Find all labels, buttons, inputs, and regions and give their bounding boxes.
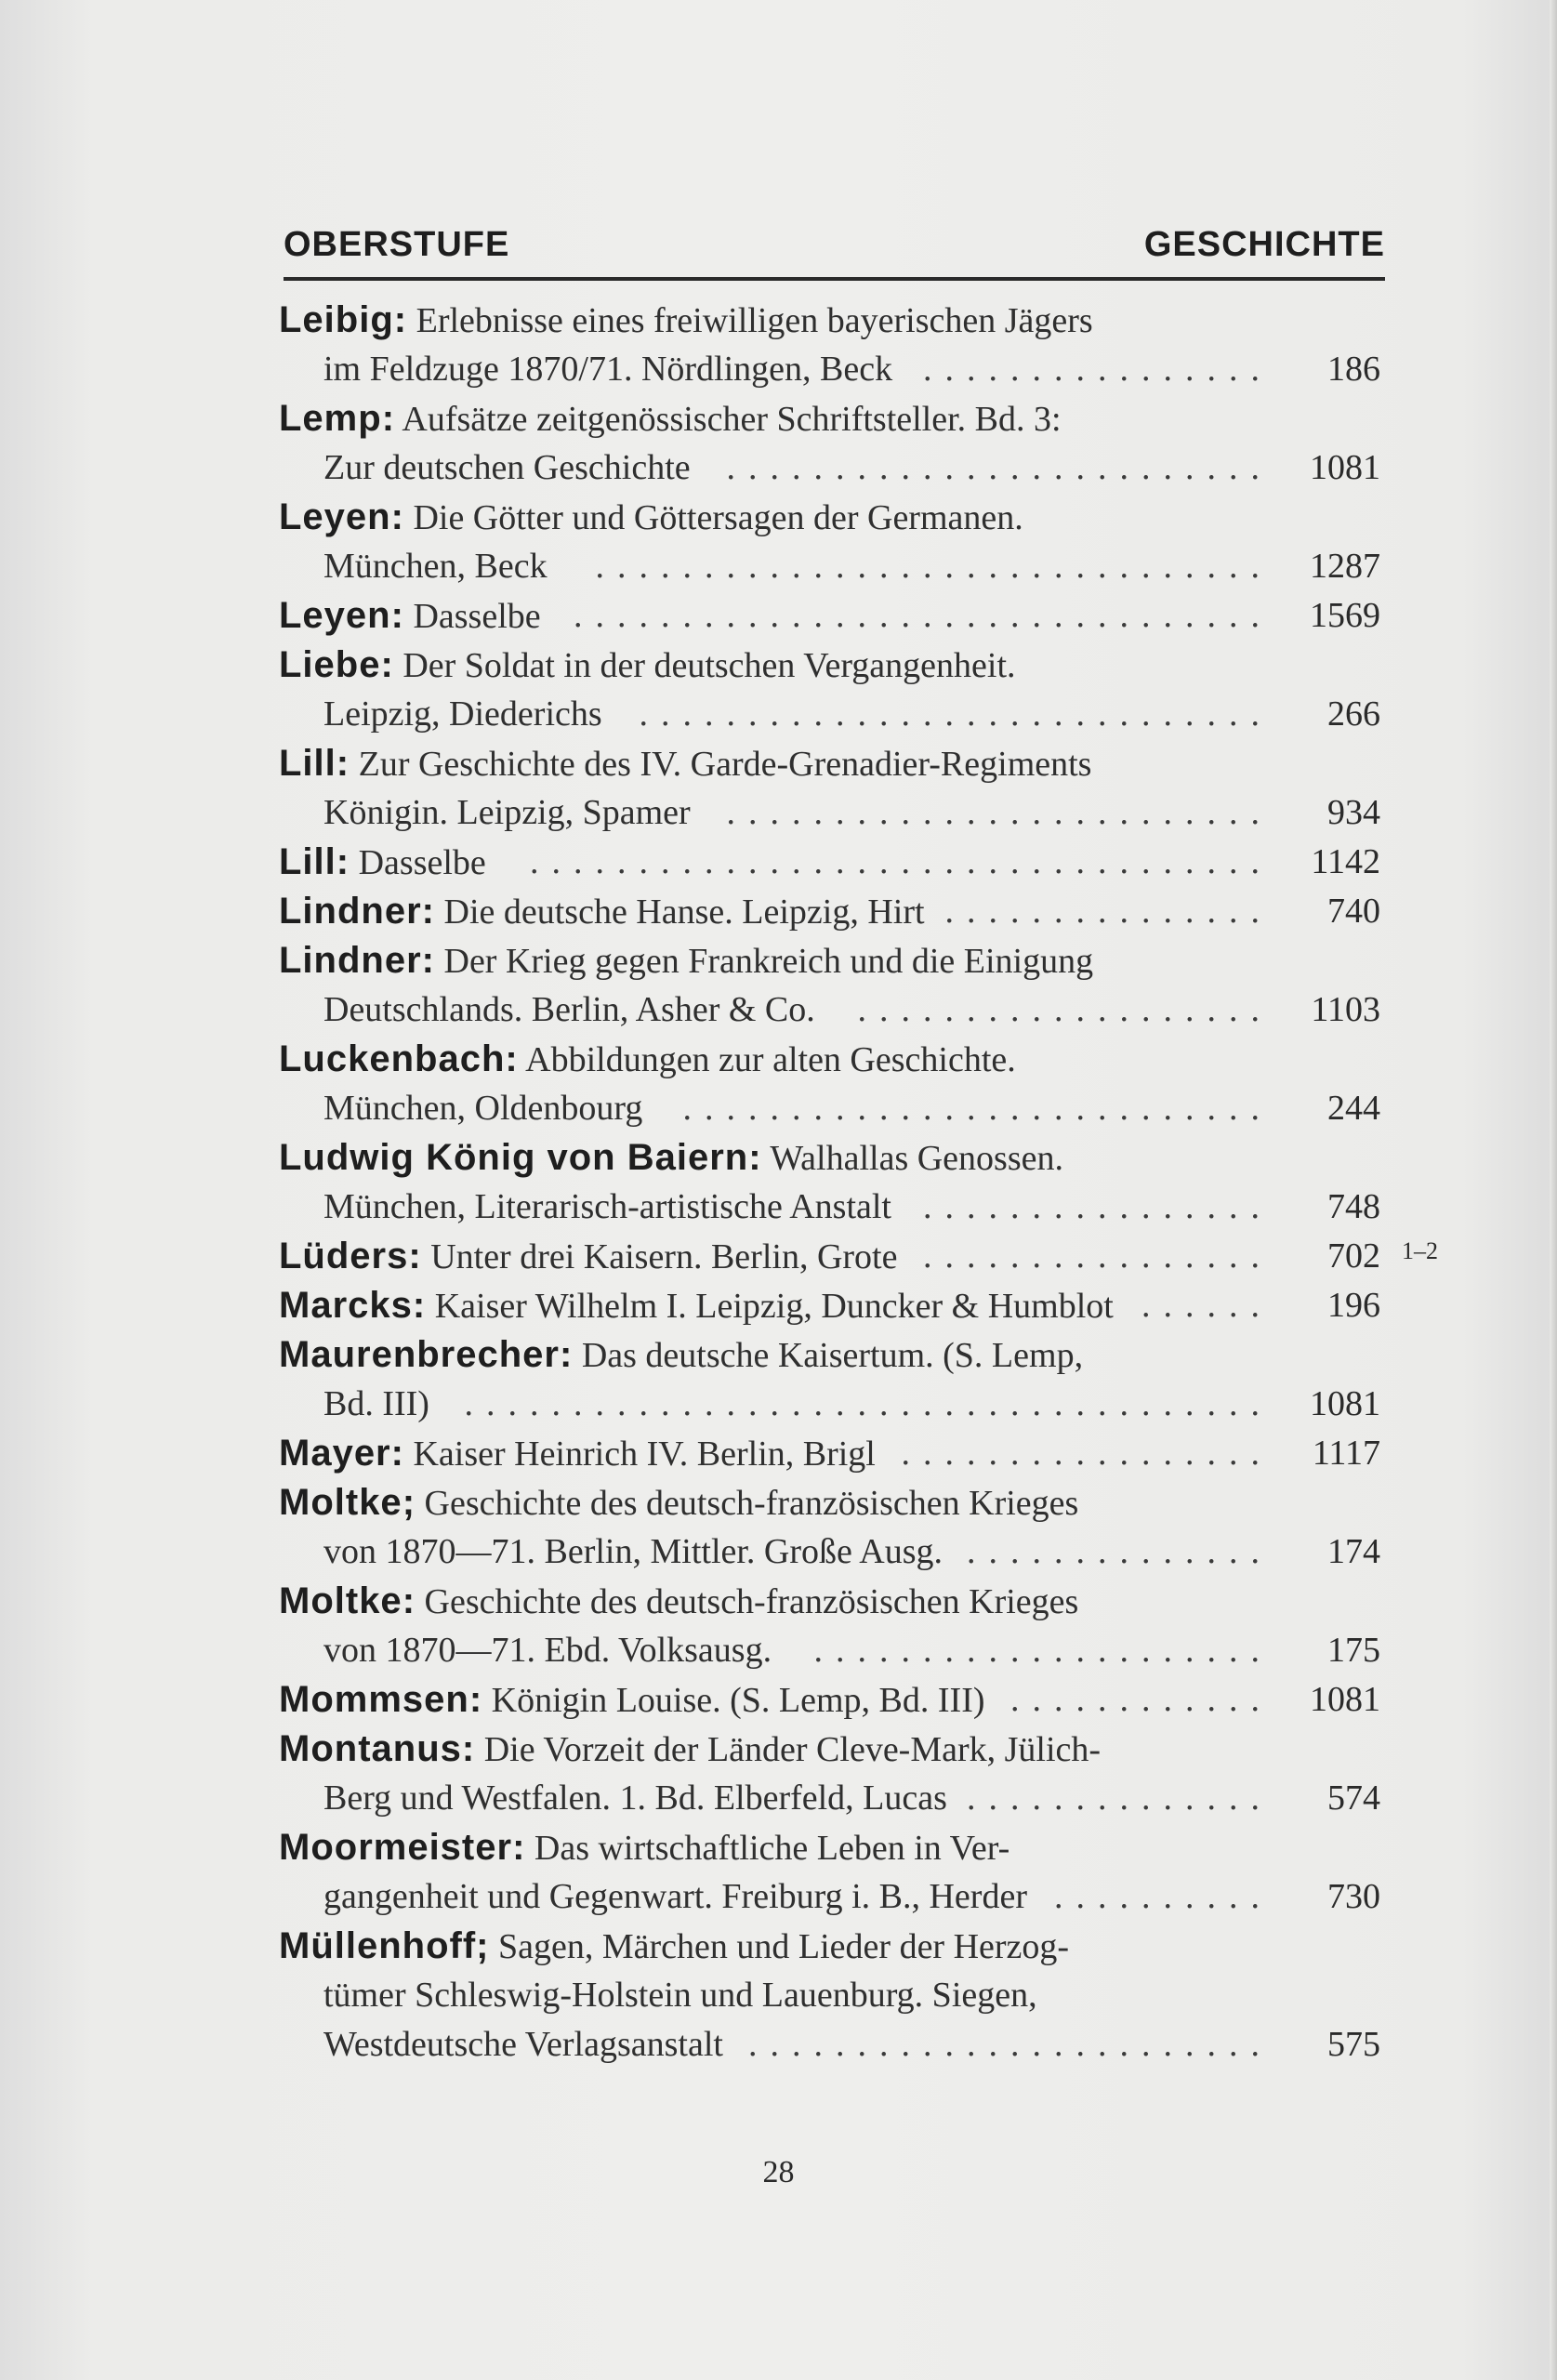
entry-leader: [858, 985, 1381, 1035]
entry-leader: [923, 345, 1380, 394]
running-header: [284, 221, 1385, 281]
leader-dots: ...................: [857, 990, 1273, 1029]
bibliography-entry: [279, 838, 1380, 887]
entry-separator: :: [412, 1285, 427, 1326]
entry-first-line: [279, 1133, 1380, 1183]
entry-text: Erlebnisse eines freiwilligen bayerischen Jägers: [407, 301, 1093, 340]
entry-text: München, Beck: [323, 547, 548, 586]
entry-first-line: [279, 1281, 1380, 1330]
entry-text: Leipzig, Diederichs: [323, 694, 602, 734]
entry-leader: [683, 1084, 1381, 1133]
entry-text: Die Götter und Göttersagen der Germanen.: [403, 498, 1023, 537]
entry-leader: [465, 1380, 1381, 1429]
bibliography-entry: [279, 641, 1380, 739]
bibliography-entry: [279, 1725, 1380, 1823]
entry-catalog-number: 740: [1327, 892, 1380, 931]
entry-leader: [923, 1232, 1438, 1281]
leader-dots: ................................: [574, 596, 1273, 635]
entry-separator: :: [748, 1137, 762, 1178]
entry-text: Westdeutsche Verlagsanstalt: [323, 2025, 723, 2064]
leader-dots: ................: [923, 350, 1273, 389]
entry-catalog-number: 186: [1327, 350, 1380, 389]
entry-catalog-number: 730: [1327, 1877, 1380, 1916]
entry-separator: :: [402, 1580, 416, 1621]
entry-leader: [902, 1429, 1381, 1478]
entry-leader: [640, 690, 1381, 739]
leader-dots: ................: [923, 1187, 1273, 1226]
entry-text: Kaiser Wilhelm I. Leipzig, Duncker & Humblot: [426, 1287, 1114, 1326]
entry-author: Lüders: [279, 1236, 409, 1276]
bibliography-entry: [279, 1922, 1380, 2069]
leader-dots: .........................: [726, 448, 1273, 487]
entry-catalog-number: 1142: [1311, 842, 1380, 881]
entry-separator: :: [505, 1038, 519, 1079]
entry-author: Luckenbach: [279, 1038, 506, 1079]
entry-separator: :: [390, 595, 404, 636]
entry-author: Lemp: [279, 398, 382, 439]
entry-continuation-line: [279, 542, 1380, 591]
entry-continuation-line: [279, 690, 1380, 739]
entry-author: Mayer: [279, 1433, 391, 1474]
entry-leader: [1054, 1872, 1380, 1922]
entry-text: Geschichte des deutsch-französischen Krieges: [416, 1582, 1079, 1621]
entry-text: Das deutsche Kaisertum. (S. Lemp,: [573, 1336, 1084, 1375]
entry-leader: [967, 1527, 1380, 1577]
entry-leader: [574, 591, 1380, 641]
entry-first-line: [279, 1725, 1380, 1774]
entry-separator: :: [468, 1679, 483, 1720]
entry-separator: :: [390, 1433, 404, 1474]
entry-leader: [1141, 1281, 1380, 1330]
entry-continuation-line: [279, 985, 1380, 1035]
entry-continuation-line: [279, 1380, 1380, 1429]
entry-leader: [1010, 1675, 1380, 1725]
entry-catalog-number: 574: [1327, 1778, 1380, 1818]
entry-author: Lill: [279, 743, 336, 784]
entry-text: von 1870—71. Berlin, Mittler. Große Ausg.: [323, 1532, 943, 1571]
leader-dots: ......: [1141, 1286, 1273, 1325]
entry-separator: :: [390, 496, 404, 537]
entry-first-line: [279, 1330, 1380, 1380]
entry-first-line: [279, 1823, 1380, 1872]
entry-text: Königin Louise. (S. Lemp, Bd. III): [482, 1681, 985, 1720]
entry-author: Liebe: [279, 644, 381, 685]
entry-author: Maurenbrecher: [279, 1334, 560, 1375]
bibliography-list: [279, 296, 1438, 2069]
bibliography-entry: [279, 1035, 1380, 1133]
leader-dots: ...............: [944, 892, 1273, 931]
entry-separator: :: [380, 644, 394, 685]
entry-first-line: [279, 936, 1380, 985]
entry-text: Königin. Leipzig, Spamer: [323, 793, 691, 832]
entry-number-suffix: 1–2: [1402, 1237, 1438, 1264]
entry-catalog-number: 244: [1327, 1089, 1380, 1128]
bibliography-entry: [279, 1823, 1380, 1922]
entry-text: Bd. III): [323, 1384, 429, 1423]
bibliography-entry: [279, 887, 1380, 936]
bibliography-entry: [279, 1232, 1438, 1281]
entry-first-line: [279, 838, 1380, 887]
entry-leader: [945, 887, 1381, 936]
entry-separator: :: [421, 940, 435, 981]
entry-text: Geschichte des deutsch-französischen Krieges: [416, 1484, 1079, 1523]
entry-continuation-line: [279, 1626, 1380, 1675]
entry-catalog-number: 174: [1327, 1532, 1380, 1571]
leader-dots: .............................: [639, 694, 1273, 734]
header-right: GESCHICHTE: [1143, 225, 1385, 264]
entry-author: Moltke: [279, 1580, 402, 1621]
bibliography-entry: [279, 1675, 1380, 1725]
entry-continuation-line: [279, 443, 1380, 493]
bibliography-entry: [279, 1577, 1380, 1675]
entry-separator: ;: [476, 1925, 490, 1966]
entry-separator: :: [461, 1728, 476, 1769]
entry-first-line: [279, 1429, 1380, 1478]
entry-author: Leyen: [279, 496, 391, 537]
entry-leader: [923, 1183, 1380, 1232]
entry-text: im Feldzuge 1870/71. Nördlingen, Beck: [323, 350, 893, 389]
entry-catalog-number: 702: [1327, 1236, 1380, 1276]
entry-author: Lindner: [279, 940, 422, 981]
entry-author: Lill: [279, 841, 336, 882]
entry-continuation-line: [279, 1084, 1380, 1133]
entry-leader: [727, 443, 1381, 493]
page-number: 28: [762, 2155, 795, 2189]
entry-text: Zur Geschichte des IV. Garde-Grenadier-Regiments: [350, 745, 1092, 784]
entry-continuation-line: [279, 345, 1380, 394]
entry-first-line: [279, 1035, 1380, 1084]
entry-text: gangenheit und Gegenwart. Freiburg i. B., Herder: [323, 1877, 1027, 1916]
entry-continuation-line: [279, 1971, 1380, 2020]
entry-text: Dasselbe: [350, 843, 486, 882]
entry-author: Leyen: [279, 595, 391, 636]
entry-first-line: [279, 493, 1380, 542]
entry-text: Der Soldat in der deutschen Vergangenheit.: [393, 646, 1016, 685]
entry-text: Dasselbe: [403, 597, 541, 636]
entry-catalog-number: 934: [1327, 793, 1380, 832]
entry-author: Moltke: [279, 1482, 402, 1523]
leader-dots: ............: [1010, 1680, 1273, 1719]
entry-text: Der Krieg gegen Frankreich und die Einigung: [435, 942, 1094, 981]
leader-dots: ...........................: [682, 1089, 1273, 1128]
bibliography-entry: [279, 591, 1380, 641]
bibliography-entry: [279, 1281, 1380, 1330]
entry-first-line: [279, 1675, 1380, 1725]
leader-dots: ..............: [967, 1532, 1273, 1571]
entry-leader: [596, 542, 1381, 591]
entry-text: Das wirtschaftliche Leben in Ver-: [525, 1829, 1010, 1868]
entry-catalog-number: 1081: [1310, 1680, 1380, 1719]
entry-leader: [967, 1774, 1380, 1823]
entry-separator: :: [559, 1334, 574, 1375]
entry-text: Abbildungen zur alten Geschichte.: [518, 1040, 1016, 1079]
entry-continuation-line: [279, 1872, 1380, 1922]
bibliography-entry: [279, 296, 1380, 394]
entry-author: Ludwig König von Baiern: [279, 1137, 749, 1178]
entry-author: Leibig: [279, 299, 394, 340]
entry-first-line: [279, 1577, 1380, 1626]
entry-first-line: [279, 591, 1380, 641]
entry-text: München, Literarisch-artistische Anstalt: [323, 1187, 891, 1226]
entry-text: Die deutsche Hanse. Leipzig, Hirt: [435, 892, 925, 932]
leader-dots: ........................: [748, 2025, 1273, 2064]
entry-separator: :: [336, 841, 350, 882]
entry-author: Müllenhoff: [279, 1925, 477, 1966]
entry-text: Deutschlands. Berlin, Asher & Co.: [323, 990, 815, 1029]
entry-separator: :: [408, 1236, 422, 1276]
entry-catalog-number: 1569: [1310, 596, 1380, 635]
entry-text: Zur deutschen Geschichte: [323, 448, 691, 487]
entry-continuation-line: [279, 1774, 1380, 1823]
leader-dots: ................: [923, 1236, 1273, 1276]
entry-catalog-number: 196: [1327, 1286, 1380, 1325]
bibliography-entry: [279, 739, 1380, 838]
entry-continuation-line: [279, 1527, 1380, 1577]
entry-catalog-number: 748: [1327, 1187, 1380, 1226]
bibliography-entry: [279, 394, 1380, 493]
entry-catalog-number: 1117: [1312, 1434, 1380, 1473]
entry-continuation-line: [279, 2020, 1380, 2069]
entry-catalog-number: 1081: [1310, 448, 1380, 487]
entry-text: Sagen, Märchen und Lieder der Herzog-: [489, 1927, 1070, 1966]
bibliography-entry: [279, 1330, 1380, 1429]
entry-separator: :: [393, 299, 408, 340]
entry-first-line: [279, 296, 1380, 345]
entry-separator: :: [336, 743, 350, 784]
entry-text: Walhallas Genossen.: [761, 1139, 1063, 1178]
entry-catalog-number: 266: [1327, 694, 1380, 734]
entry-catalog-number: 1287: [1310, 547, 1380, 586]
entry-continuation-line: [279, 1183, 1380, 1232]
entry-text: Berg und Westfalen. 1. Bd. Elberfeld, Lucas: [323, 1778, 947, 1818]
entry-first-line: [279, 1922, 1380, 1971]
leader-dots: .....................: [813, 1631, 1273, 1670]
entry-leader: [814, 1626, 1381, 1675]
entry-separator: :: [381, 398, 396, 439]
entry-text: von 1870—71. Ebd. Volksausg.: [323, 1631, 772, 1670]
entry-first-line: [279, 887, 1380, 936]
entry-first-line: [279, 394, 1380, 443]
entry-text: Unter drei Kaisern. Berlin, Grote: [421, 1237, 898, 1276]
bibliography-entry: [279, 1429, 1380, 1478]
entry-catalog-number: 575: [1327, 2025, 1380, 2064]
entry-leader: [530, 838, 1380, 887]
leader-dots: ..............: [967, 1778, 1273, 1818]
header-left: OBERSTUFE: [284, 225, 510, 264]
entry-text: Die Vorzeit der Länder Cleve-Mark, Jülich-: [475, 1730, 1102, 1769]
entry-first-line: [279, 739, 1380, 788]
entry-text: Kaiser Heinrich IV. Berlin, Brigl: [403, 1435, 876, 1474]
entry-author: Mommsen: [279, 1679, 469, 1720]
leader-dots: .........................: [726, 793, 1273, 832]
leader-dots: ..................................: [530, 842, 1273, 881]
entry-catalog-number: 175: [1327, 1631, 1380, 1670]
bibliography-entry: [279, 936, 1380, 1035]
leader-dots: ..........: [1054, 1877, 1273, 1916]
entry-catalog-number: 1081: [1310, 1384, 1380, 1423]
entry-catalog-number: 1103: [1311, 990, 1380, 1029]
bibliography-entry: [279, 493, 1380, 591]
entry-text: tümer Schleswig-Holstein und Lauenburg. Siegen,: [323, 1976, 1037, 2015]
bibliography-entry: [279, 1133, 1380, 1232]
entry-author: Lindner: [279, 891, 422, 932]
leader-dots: .....................................: [464, 1384, 1273, 1423]
entry-leader: [727, 788, 1381, 838]
leader-dots: ...............................: [595, 547, 1273, 586]
bibliography-entry: [279, 1478, 1380, 1577]
entry-separator: :: [421, 891, 435, 932]
entry-text: Aufsätze zeitgenössischer Schriftsteller. Bd. 3:: [395, 400, 1062, 439]
entry-author: Montanus: [279, 1728, 462, 1769]
entry-first-line: [279, 1478, 1380, 1527]
entry-separator: ;: [402, 1482, 416, 1523]
entry-continuation-line: [279, 788, 1380, 838]
entry-author: Marcks: [279, 1285, 413, 1326]
entry-leader: [748, 2020, 1380, 2069]
page-edge: [1550, 0, 1557, 2380]
leader-dots: .................: [901, 1434, 1273, 1473]
entry-first-line: [279, 641, 1380, 690]
entry-separator: :: [512, 1827, 526, 1868]
entry-author: Moormeister: [279, 1827, 513, 1868]
entry-text: München, Oldenbourg: [323, 1089, 643, 1128]
entry-first-line: [279, 1232, 1438, 1281]
